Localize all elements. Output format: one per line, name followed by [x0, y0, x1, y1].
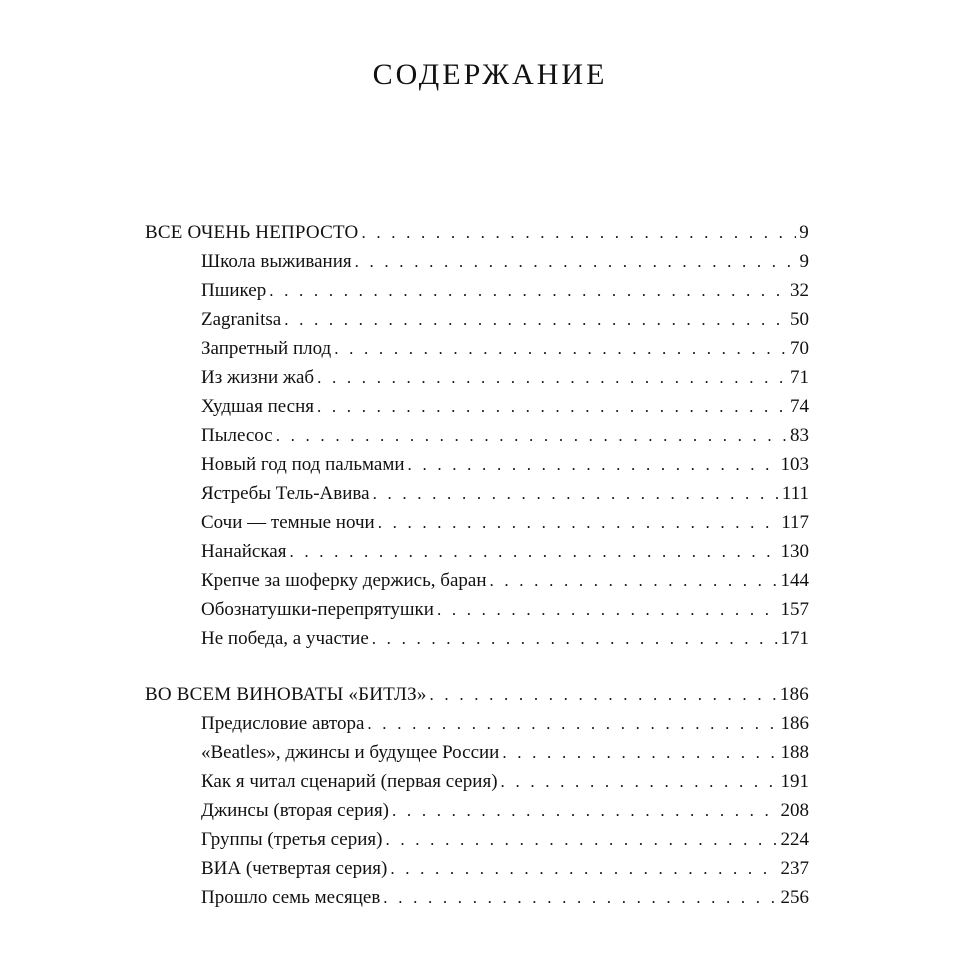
toc-entry-label: Zagranitsa	[201, 309, 282, 330]
toc-entry-label: Пылесос	[201, 425, 273, 446]
toc-entry-label: Крепче за шоферку держись, баран	[201, 570, 487, 591]
toc-entry-label: Сочи — темные ночи	[201, 512, 375, 533]
dot-leader	[430, 684, 777, 706]
toc-entry[interactable]	[145, 887, 809, 916]
toc-entry-label: Как я читал сценарий (первая серия)	[201, 771, 498, 792]
toc-page-number: 208	[780, 800, 809, 821]
toc-page-number: 103	[780, 454, 809, 475]
toc-entry[interactable]	[145, 367, 809, 396]
dot-leader	[269, 280, 787, 302]
toc-entry[interactable]	[145, 425, 809, 454]
dot-leader	[317, 367, 787, 389]
dot-leader	[383, 887, 777, 909]
toc-entry[interactable]	[145, 280, 809, 309]
toc-entry-label: Худшая песня	[201, 396, 314, 417]
toc-page-number: 224	[780, 829, 809, 850]
dot-leader	[378, 512, 779, 534]
toc-entry-label: ВИА (четвертая серия)	[201, 858, 388, 879]
toc-entry-label: Новый год под пальмами	[201, 454, 405, 475]
dot-leader	[372, 628, 778, 650]
page-title: СОДЕРЖАНИЕ	[372, 58, 608, 91]
toc-page-number: 70	[790, 338, 809, 359]
toc-entry[interactable]	[145, 512, 809, 541]
toc-page-number: 32	[790, 280, 809, 301]
toc-items	[145, 251, 809, 657]
toc-page-number: 74	[790, 396, 809, 417]
toc-page-number: 83	[790, 425, 809, 446]
dot-leader	[501, 771, 778, 793]
toc-page-number: 237	[780, 858, 809, 879]
toc-page-number: 117	[781, 512, 809, 533]
dot-leader	[276, 425, 787, 447]
dot-leader	[502, 742, 777, 764]
toc-items	[145, 713, 809, 916]
toc-page-number: 188	[780, 742, 809, 763]
toc-entry[interactable]	[145, 396, 809, 425]
toc-part-label: ВСЕ ОЧЕНЬ НЕПРОСТО	[145, 222, 359, 243]
toc-entry-label: Не победа, а участие	[201, 628, 369, 649]
toc-entry-label: Нанайская	[201, 541, 287, 562]
toc-entry[interactable]	[145, 454, 809, 483]
toc-entry-label: Пшикер	[201, 280, 267, 301]
toc-page-number: 130	[780, 541, 809, 562]
dot-leader	[289, 541, 777, 563]
toc-entry[interactable]	[145, 338, 809, 367]
toc-section-1	[145, 222, 809, 657]
toc-entry[interactable]	[145, 628, 809, 657]
toc-entry[interactable]	[145, 599, 809, 628]
toc-entry[interactable]	[145, 251, 809, 280]
toc-page-number: 144	[780, 570, 809, 591]
toc-part-row[interactable]	[145, 222, 809, 251]
dot-leader	[367, 713, 777, 735]
toc-entry-label: Прошло семь месяцев	[201, 887, 381, 908]
toc-entry-label: Из жизни жаб	[201, 367, 315, 388]
toc-entry[interactable]	[145, 771, 809, 800]
toc-entry[interactable]	[145, 309, 809, 338]
dot-leader	[390, 858, 777, 880]
dot-leader	[284, 309, 787, 331]
toc-entry-label: Ястребы Тель-Авива	[201, 483, 370, 504]
dot-leader	[408, 454, 778, 476]
toc-entry-label: Запретный плод	[201, 338, 332, 359]
toc-entry[interactable]	[145, 829, 809, 858]
toc-entry[interactable]	[145, 858, 809, 887]
toc-page-number: 171	[780, 628, 809, 649]
toc-entry[interactable]	[145, 483, 809, 512]
dot-leader	[317, 396, 787, 418]
toc-entry-label: Группы (третья серия)	[201, 829, 383, 850]
toc-entry-label: Джинсы (вторая серия)	[201, 800, 390, 821]
dot-leader	[334, 338, 787, 360]
toc-page-number: 71	[790, 367, 809, 388]
toc-page-number: 157	[780, 599, 809, 620]
toc-entry[interactable]	[145, 800, 809, 829]
toc-page-number: 50	[790, 309, 809, 330]
dot-leader	[437, 599, 778, 621]
toc-entry[interactable]	[145, 570, 809, 599]
toc-part-row[interactable]	[145, 684, 809, 713]
toc-entry[interactable]	[145, 713, 809, 742]
dot-leader	[361, 222, 796, 244]
toc-entry-label: Предисловие автора	[201, 713, 365, 734]
toc-part-label: ВО ВСЕМ ВИНОВАТЫ «БИТЛЗ»	[145, 684, 427, 705]
toc-page-number: 256	[780, 887, 809, 908]
toc-section-2	[145, 684, 809, 916]
dot-leader	[385, 829, 777, 851]
toc-entry-label: Школа выживания	[201, 251, 352, 272]
toc-entry-label: Обознатушки-перепрятушки	[201, 599, 434, 620]
toc-entry[interactable]	[145, 541, 809, 570]
dot-leader	[373, 483, 779, 505]
dot-leader	[355, 251, 797, 273]
dot-leader	[392, 800, 777, 822]
dot-leader	[489, 570, 777, 592]
toc-page-number: 186	[779, 684, 809, 705]
toc-page-number: 111	[781, 483, 809, 504]
toc-entry-label: «Beatles», джинсы и будущее России	[201, 742, 500, 763]
toc-page-number: 186	[780, 713, 809, 734]
toc-entry[interactable]	[145, 742, 809, 771]
toc-page-number: 191	[780, 771, 809, 792]
toc-page-number: 9	[799, 251, 809, 272]
toc-page-number: 9	[799, 222, 809, 243]
